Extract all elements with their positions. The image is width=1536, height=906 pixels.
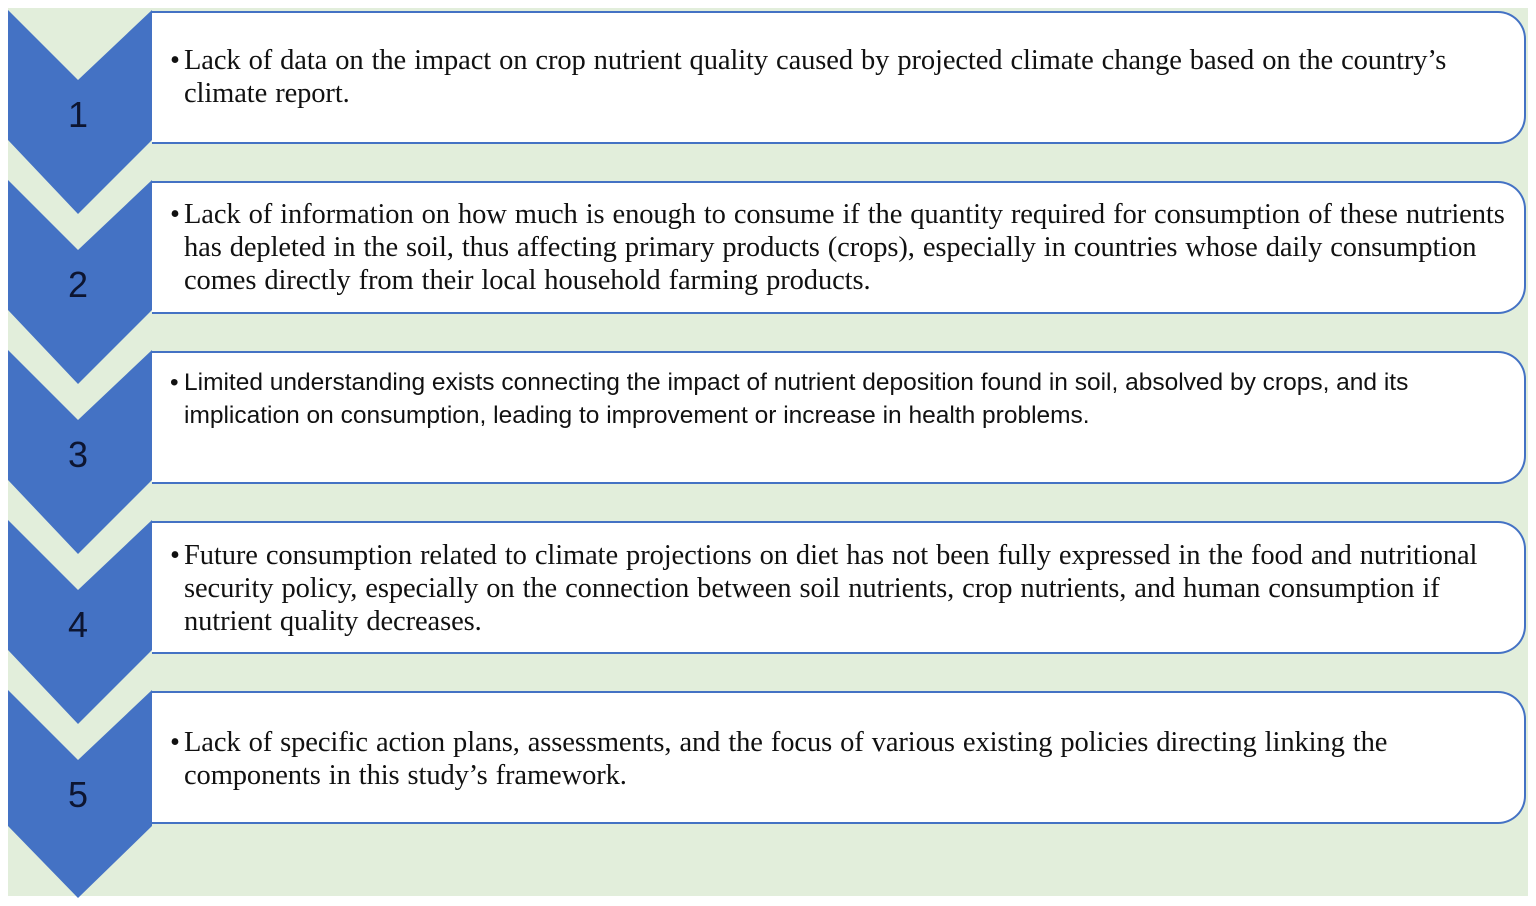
- step-box-3: [152, 351, 1526, 484]
- step-text-1: Lack of data on the impact on crop nutrient quality caused by projected climate change based on the country’s climate report.: [184, 45, 1447, 109]
- step-item-5: [170, 726, 1510, 792]
- bullet-4: •: [170, 540, 180, 571]
- step-text-2: Lack of information on how much is enough to consume if the quantity required for consumption of these nutrients has depleted in the soil, thus affecting primary products (crops), especially in countries whose daily consumption comes directly from their local household farming products.: [184, 199, 1505, 296]
- step-number-5: 5: [67, 774, 89, 815]
- step-box-4: [152, 521, 1526, 654]
- step-item-4: [170, 539, 1510, 638]
- bullet-1: •: [170, 45, 180, 76]
- step-text-3: Limited understanding exists connecting the impact of nutrient deposition found in soil, absolved by crops, and its implication on consumption, leading to improvement or increase in health problems.: [184, 369, 1409, 429]
- bullet-5: •: [170, 727, 180, 758]
- step-number-2: 2: [67, 264, 89, 305]
- step-text-5: Lack of specific action plans, assessments, and the focus of various existing policies directing linking the components in this study’s framework.: [184, 727, 1388, 791]
- step-item-1: [170, 44, 1510, 110]
- step-item-3: [170, 366, 1510, 432]
- bullet-3: •: [170, 369, 179, 396]
- step-text-4: Future consumption related to climate projections on diet has not been fully expressed in the food and nutritional security policy, especially on the connection between soil nutrients, crop nutrients, and human consumption if nutrient quality decreases.: [184, 540, 1478, 637]
- step-box-1: [152, 11, 1526, 144]
- step-number-3: 3: [67, 434, 89, 475]
- step-box-5: [152, 691, 1526, 824]
- step-box-2: [152, 181, 1526, 314]
- step-number-1: 1: [67, 94, 89, 135]
- bullet-2: •: [170, 199, 180, 230]
- step-number-4: 4: [67, 604, 89, 645]
- step-item-2: [170, 198, 1510, 297]
